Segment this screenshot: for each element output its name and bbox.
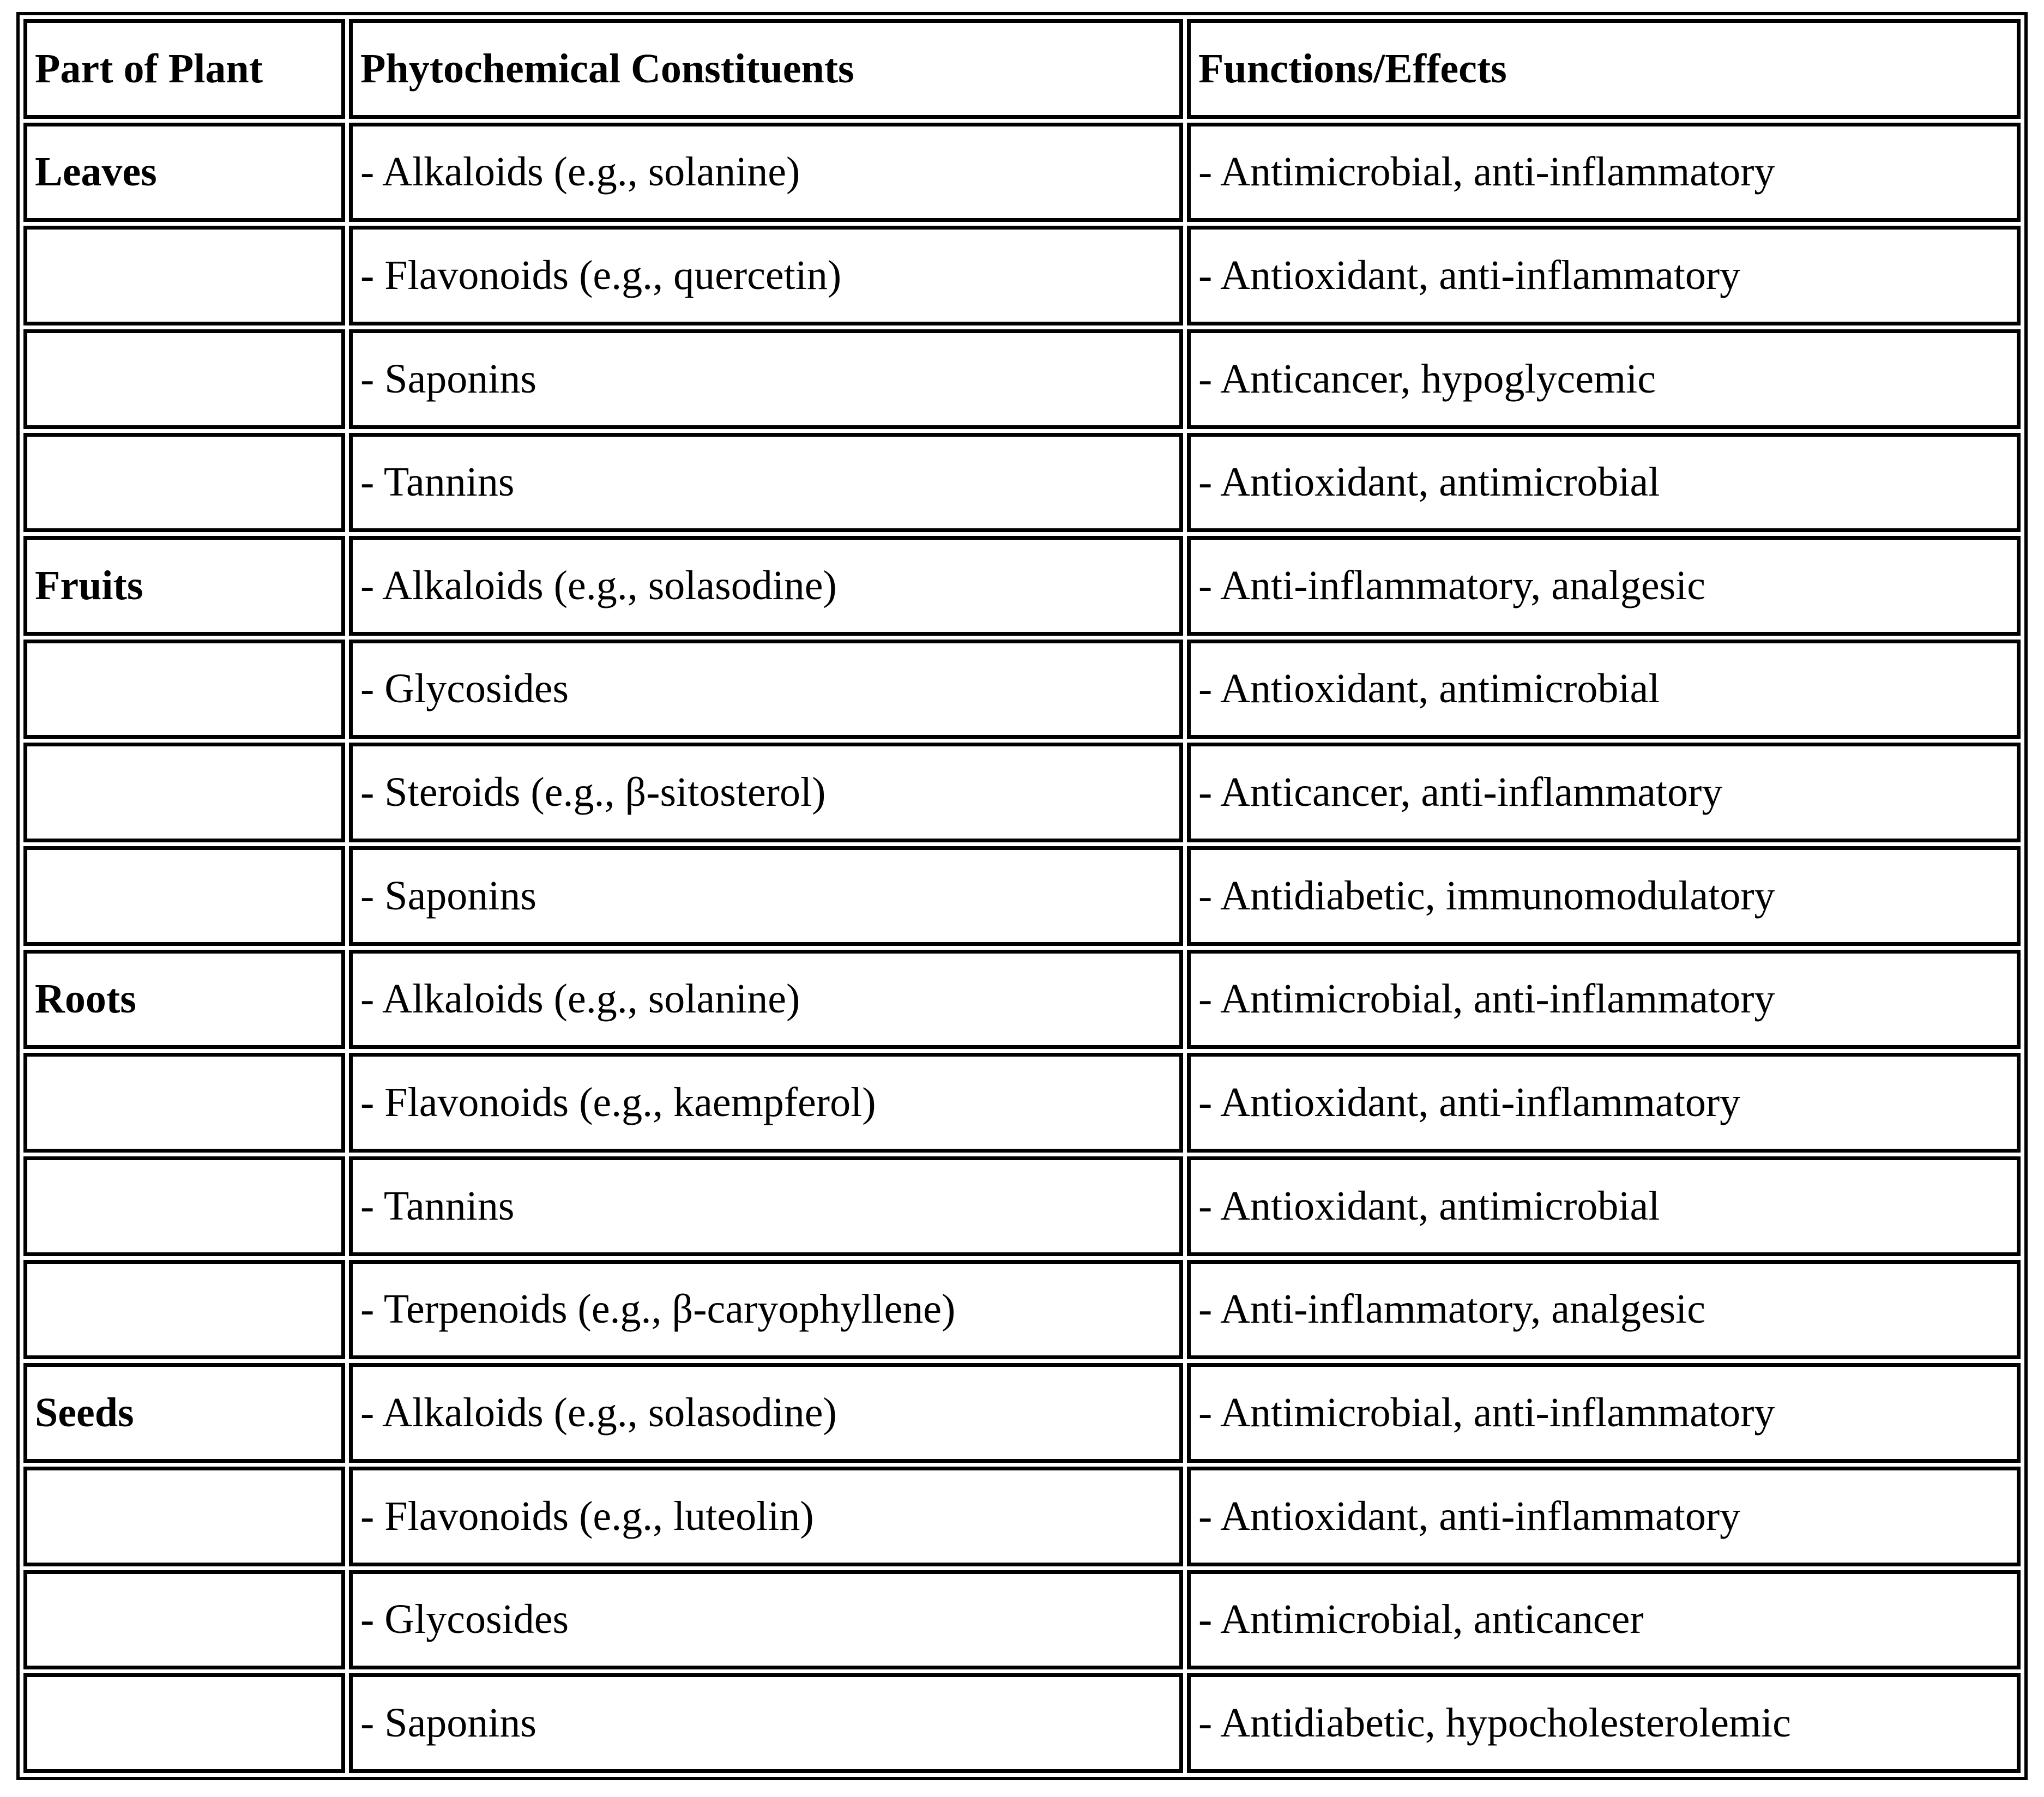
cell-effect: - Antidiabetic, hypocholesterolemic xyxy=(1187,1673,2021,1773)
cell-constituent: - Steroids (e.g., β-sitosterol) xyxy=(349,743,1183,842)
table-row xyxy=(23,1053,2021,1153)
cell-constituent: - Alkaloids (e.g., solanine) xyxy=(349,950,1183,1050)
cell-part xyxy=(23,433,345,533)
cell-effect: - Anticancer, anti-inflammatory xyxy=(1187,743,2021,842)
cell-constituent: - Flavonoids (e.g., luteolin) xyxy=(349,1467,1183,1566)
cell-part xyxy=(23,743,345,842)
cell-constituent: - Alkaloids (e.g., solanine) xyxy=(349,123,1183,222)
cell-effect: - Antidiabetic, immunomodulatory xyxy=(1187,846,2021,946)
cell-constituent: - Flavonoids (e.g., kaempferol) xyxy=(349,1053,1183,1153)
column-header-phytochemical-constituents: Phytochemical Constituents xyxy=(349,19,1183,119)
table-row xyxy=(23,1570,2021,1670)
cell-effect: - Antimicrobial, anti-inflammatory xyxy=(1187,1363,2021,1463)
table-row xyxy=(23,1363,2021,1463)
table-row xyxy=(23,846,2021,946)
cell-part xyxy=(23,640,345,739)
table-row xyxy=(23,1467,2021,1566)
cell-part xyxy=(23,1673,345,1773)
table-row xyxy=(23,329,2021,429)
cell-part xyxy=(23,1053,345,1153)
cell-part xyxy=(23,1156,345,1256)
cell-part xyxy=(23,1570,345,1670)
table-row xyxy=(23,123,2021,222)
cell-effect: - Anti-inflammatory, analgesic xyxy=(1187,536,2021,636)
table-row xyxy=(23,433,2021,533)
column-header-functions-effects: Functions/Effects xyxy=(1187,19,2021,119)
cell-part xyxy=(23,329,345,429)
cell-constituent: - Tannins xyxy=(349,1156,1183,1256)
table-row xyxy=(23,640,2021,739)
table-row xyxy=(23,743,2021,842)
table-row xyxy=(23,950,2021,1050)
cell-part xyxy=(23,226,345,325)
cell-constituent: - Terpenoids (e.g., β-caryophyllene) xyxy=(349,1260,1183,1360)
phytochemical-table xyxy=(16,12,2028,1780)
cell-part: Roots xyxy=(23,950,345,1050)
cell-part: Seeds xyxy=(23,1363,345,1463)
cell-constituent: - Saponins xyxy=(349,1673,1183,1773)
cell-constituent: - Alkaloids (e.g., solasodine) xyxy=(349,1363,1183,1463)
table-row xyxy=(23,1156,2021,1256)
cell-effect: - Antioxidant, antimicrobial xyxy=(1187,433,2021,533)
cell-effect: - Anti-inflammatory, analgesic xyxy=(1187,1260,2021,1360)
cell-effect: - Antimicrobial, anti-inflammatory xyxy=(1187,123,2021,222)
cell-constituent: - Alkaloids (e.g., solasodine) xyxy=(349,536,1183,636)
cell-part xyxy=(23,1467,345,1566)
cell-effect: - Antimicrobial, anti-inflammatory xyxy=(1187,950,2021,1050)
cell-part: Fruits xyxy=(23,536,345,636)
cell-effect: - Antioxidant, anti-inflammatory xyxy=(1187,226,2021,325)
cell-effect: - Anticancer, hypoglycemic xyxy=(1187,329,2021,429)
cell-constituent: - Glycosides xyxy=(349,640,1183,739)
header-row xyxy=(23,19,2021,119)
cell-part: Leaves xyxy=(23,123,345,222)
cell-part xyxy=(23,1260,345,1360)
column-header-part-of-plant: Part of Plant xyxy=(23,19,345,119)
cell-effect: - Antioxidant, anti-inflammatory xyxy=(1187,1053,2021,1153)
cell-constituent: - Saponins xyxy=(349,329,1183,429)
table-row xyxy=(23,1673,2021,1773)
cell-constituent: - Glycosides xyxy=(349,1570,1183,1670)
table-row xyxy=(23,226,2021,325)
cell-constituent: - Saponins xyxy=(349,846,1183,946)
cell-part xyxy=(23,846,345,946)
cell-effect: - Antimicrobial, anticancer xyxy=(1187,1570,2021,1670)
table-row xyxy=(23,1260,2021,1360)
cell-constituent: - Tannins xyxy=(349,433,1183,533)
cell-effect: - Antioxidant, antimicrobial xyxy=(1187,1156,2021,1256)
cell-constituent: - Flavonoids (e.g., quercetin) xyxy=(349,226,1183,325)
cell-effect: - Antioxidant, anti-inflammatory xyxy=(1187,1467,2021,1566)
table-row xyxy=(23,536,2021,636)
cell-effect: - Antioxidant, antimicrobial xyxy=(1187,640,2021,739)
